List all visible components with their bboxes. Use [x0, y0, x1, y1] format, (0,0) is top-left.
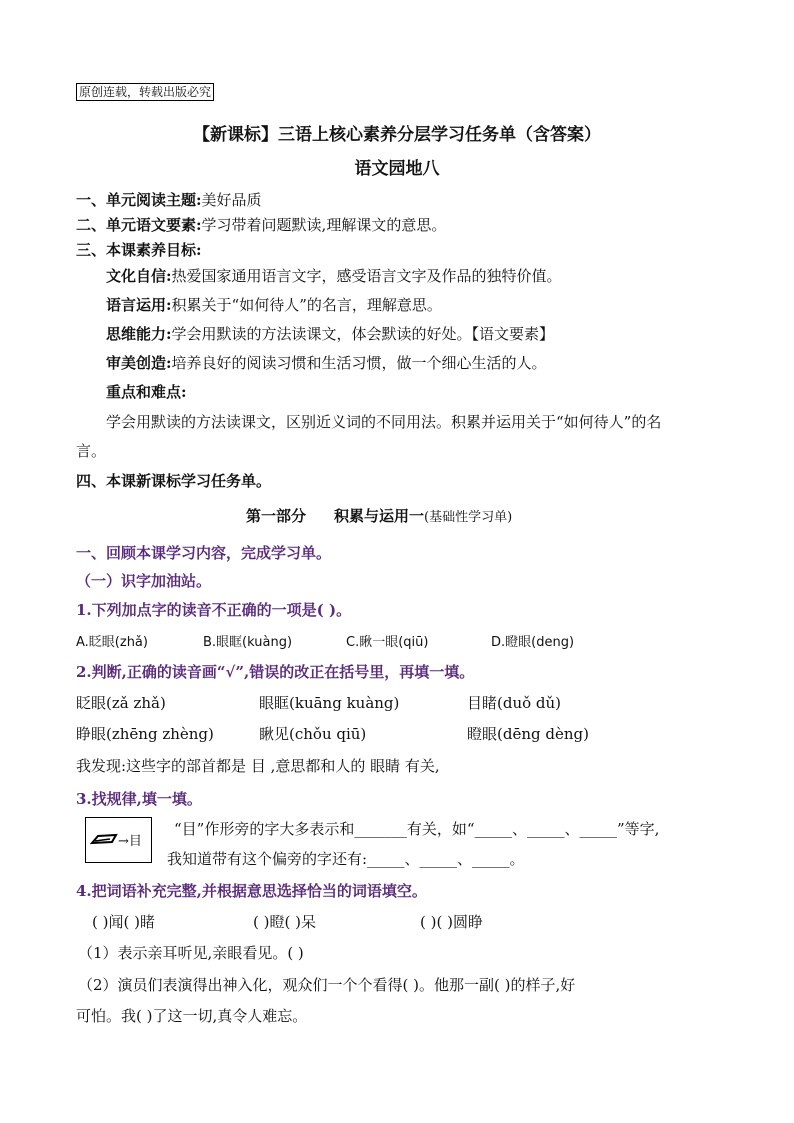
- task-list-heading: 四、本课新课标学习任务单。: [76, 472, 272, 490]
- section-label: 二、单元语文要素:: [76, 216, 202, 234]
- lesson-goals-heading: 三、本课素养目标:: [76, 241, 202, 259]
- literacy-station-heading: （一）识字加油站。: [76, 572, 212, 590]
- page-title: 【新课标】三语上核心素养分层学习任务单（含答案）: [193, 125, 601, 145]
- q1-option-d: D.瞪眼(deng): [491, 635, 575, 650]
- goal-text: 积累关于“如何待人”的名言，理解意思。: [171, 296, 442, 314]
- goal-language-use: [106, 294, 442, 315]
- question-1: 1.下列加点字的读音不正确的一项是( )。: [76, 601, 352, 619]
- q1-option-b: B.眼眶(kuàng): [203, 635, 293, 650]
- key-points-text: 学会用默读的方法读课文，区别近义词的不同用法。积累并运用关于“如何待人”的名: [106, 413, 662, 431]
- part-title: 积累与运用一: [334, 507, 425, 525]
- question-3: 3.找规律,填一填。: [76, 790, 202, 808]
- q2-item: 眼眶(kuāng kuàng): [259, 694, 400, 712]
- goal-text: 学会用默读的方法读课文，体会默读的好处。【语文要素】: [171, 325, 555, 343]
- q1-option-a: A.眨眼(zhǎ): [76, 635, 148, 650]
- goal-aesthetic-creation: [106, 352, 547, 373]
- section-text: 美好品质: [201, 191, 262, 209]
- unit-language-element: [76, 214, 446, 235]
- radical-illustration: [85, 817, 152, 863]
- q4-sentence-2-cont: 可怕。我( )了这一切,真令人难忘。: [76, 1007, 308, 1025]
- q2-finding: 我发现:这些字的部首都是 目 ,意思都和人的 眼睛 有关,: [76, 757, 440, 775]
- part-type: (基础性学习单): [424, 510, 513, 525]
- goal-thinking-ability: [106, 323, 554, 344]
- q4-word: ( )瞪( )呆: [253, 913, 316, 931]
- unit-reading-theme: [76, 189, 262, 210]
- part-one-heading: [246, 505, 512, 526]
- goal-label: 文化自信:: [106, 267, 172, 285]
- copyright-stamp: 原创连载，转载出版必究: [76, 83, 214, 101]
- goal-text: 培养良好的阅读习惯和生活习惯，做一个细心生活的人。: [171, 354, 547, 372]
- radical-label: →目: [118, 834, 142, 849]
- review-heading: 一、回顾本课学习内容，完成学习单。: [76, 544, 332, 562]
- section-text: 学习带着问题默读,理解课文的意思。: [201, 216, 447, 234]
- question-4: 4.把词语补充完整,并根据意思选择恰当的词语填空。: [76, 882, 427, 900]
- key-points-heading: 重点和难点:: [106, 383, 187, 401]
- section-label: 一、单元阅读主题:: [76, 191, 202, 209]
- question-2: 2.判断,正确的读音画“√”,错误的改正在括号里，再填一填。: [76, 663, 475, 681]
- page-subtitle: 语文园地八: [354, 159, 440, 179]
- goal-text: 热爱国家通用语言文字，感受语言文字及作品的独特价值。: [171, 267, 562, 285]
- q4-word: ( )( )圆睁: [420, 913, 483, 931]
- q3-line-2: 我知道带有这个偏旁的字还有:_____、_____、_____。: [167, 850, 525, 868]
- q2-item: 眨眼(zǎ zhǎ): [76, 694, 166, 712]
- part-number: 第一部分: [246, 507, 307, 525]
- q1-option-c: C.瞅一眼(qiū): [346, 635, 429, 650]
- q2-item: 瞅见(chǒu qiū): [259, 725, 367, 743]
- q4-sentence-2: （2）演员们表演得出神入化，观众们一个个看得( )。他那一副( )的样子,好: [78, 976, 576, 994]
- q3-line-1: “目”作形旁的字大多表示和_______有关，如“_____、_____、_____”等字,: [174, 820, 660, 838]
- key-points-text-cont: 言。: [76, 442, 107, 460]
- goal-label: 思维能力:: [106, 325, 172, 343]
- q2-item: 瞪眼(dēng dèng): [467, 725, 589, 743]
- q4-word: ( )闻( )睹: [92, 913, 155, 931]
- goal-label: 审美创造:: [106, 354, 172, 372]
- q4-sentence-1: （1）表示亲耳听见,亲眼看见。( ): [78, 944, 304, 962]
- q2-item: 睁眼(zhēng zhèng): [76, 725, 214, 743]
- goal-label: 语言运用:: [106, 296, 172, 314]
- q2-item: 目睹(duǒ dǔ): [467, 694, 562, 712]
- goal-cultural-confidence: [106, 265, 562, 286]
